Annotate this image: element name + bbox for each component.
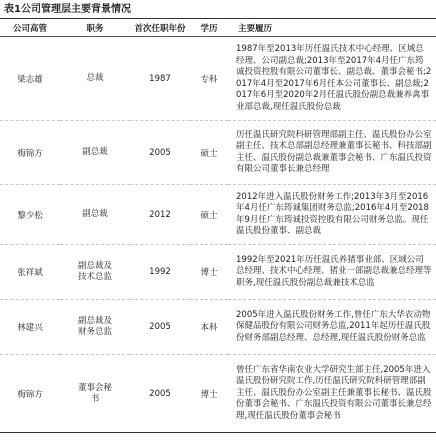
exec-bio: 历任温氏研究院科研管理部副主任、温氏股份办公室副主任、技术总部副总经理兼董事长秘书、科技部副主任、温氏股份副总裁兼董事会秘书、广东温氏投资有限公司董事长兼总经理 [228,121,436,185]
exec-degree: 硕士 [190,185,228,245]
exec-bio: 1992年至2021年历任温氏养猪事业部、区域公司总经理、技术中心经理、猪业一部副总裁兼总经理等职务,现任温氏股份副总裁兼技术总监 [228,245,436,300]
exec-position [60,121,130,185]
exec-position-text: 副总裁及技术总监 [77,261,112,282]
exec-year: 1992 [130,245,190,300]
exec-degree: 硕士 [190,121,228,185]
header-degree: 学历 [190,20,228,37]
exec-position [60,37,130,121]
table-title: 表1公司管理层主要背景情况 [4,4,131,15]
exec-position-text: 副总裁及财务总监 [77,316,112,337]
exec-name: 黎少松 [0,185,60,245]
exec-bio: 1987年至2013年历任温氏技术中心经理、区域总经理、公司副总裁;2013年至2017年4月任广东筠诚投资控股有限公司董事长、副总裁、董事会秘书;2017年4月至2017年6月任本公司董事长、副总裁;2017年6月至2020年2月任温氏股份副总裁兼养禽事业部总裁,现任温氏股份总裁 [228,37,436,121]
table-row [0,300,436,355]
exec-position [60,300,130,355]
table-row [0,121,436,185]
exec-year: 2005 [130,300,190,355]
exec-bio: 2005年进入温氏股份财务工作,曾任广东大华农动物保健品股份有限公司财务总监,2011年起历任温氏股份财务部副总经理、总经理,现任温氏股份财务总监 [228,300,436,355]
exec-degree: 专科 [190,37,228,121]
management-table [0,20,436,433]
exec-degree: 本科 [190,300,228,355]
exec-position [60,245,130,300]
table-header [0,20,436,37]
exec-name: 张祥斌 [0,245,60,300]
exec-position [60,185,130,245]
exec-year: 2005 [130,355,190,433]
table-row [0,37,436,121]
exec-year: 2005 [130,121,190,185]
exec-position [60,355,130,433]
exec-degree: 博士 [190,245,228,300]
exec-name: 林建兴 [0,300,60,355]
header-row [0,20,436,37]
exec-year: 2012 [130,185,190,245]
header-name: 公司高管 [0,20,60,37]
exec-name: 梅锦方 [0,121,60,185]
header-year: 首次任职年份 [130,20,190,37]
exec-position-text: 副总裁 [82,209,108,219]
exec-year: 1987 [130,37,190,121]
header-bio: 主要履历 [228,20,436,37]
exec-name: 梅锦方 [0,355,60,433]
exec-bio: 曾任广东省华南农业大学研究生部主任,2005年进入温氏股份研究院工作,历任温氏研究院科研管理部副主任、温氏股份办公室副主任兼董事长秘书、温氏股份董事会秘书、广东温氏投资有限公司董事长兼总经理,现任温氏股份董事会秘书 [228,355,436,433]
exec-name: 梁志雄 [0,37,60,121]
exec-degree: 博士 [190,355,228,433]
exec-bio: 2012年进入温氏股份财务工作;2013年3月至2016年4月任广东筠诚集团财务总监;2016年4月至2018年9月任广东筠诚投资控股有限公司财务总监。现任温氏股份董事、副总裁 [228,185,436,245]
exec-position-text: 副总裁 [82,147,108,157]
header-position: 职务 [60,20,130,37]
table-row [0,185,436,245]
exec-position-text: 总裁 [86,73,104,83]
exec-position-text: 董事会秘书 [77,382,112,404]
table-body [0,37,436,433]
table-row [0,245,436,300]
title-rule [0,18,436,19]
table-row [0,355,436,433]
